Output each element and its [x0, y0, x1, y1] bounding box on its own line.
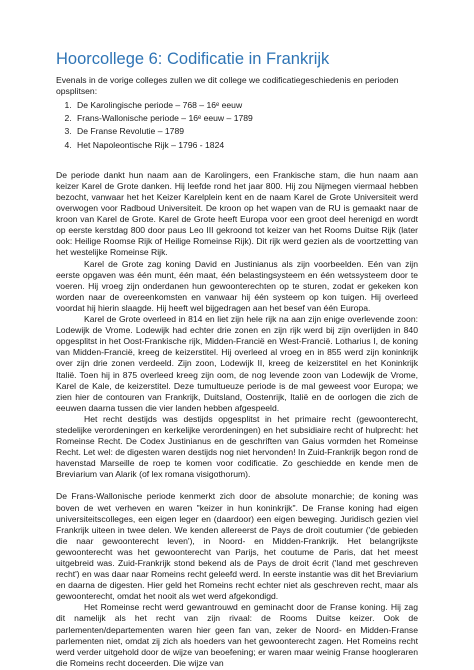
document-title: Hoorcollege 6: Codificatie in Frankrijk — [56, 50, 330, 68]
intro-text: Evenals in de vorige colleges zullen we dit college we codificatiegeschiedenis en perioden opsplitsen: — [56, 75, 399, 96]
paragraph-frans-wallonische: De Frans-Wallonische periode kenmerkt zich door de absolute monarchie; de koning was boven de wet verheven en waren "keizer in hun koninkrijk". De Franse koning had eigen universiteitscolleges, een eigen leger en (daardoor) een eigen beweging. Juridisch gezien viel Frankrijk uiteen in twee delen. We kenden allereerst de Pays de droit coutumier ('de gebieden die naar gewoonterecht leven'), in Noord- en Midden-Frankrijk. Het belangrijkste gewoonterecht was het gewoonterecht van Parijs, het coutume de Paris, dat het meest uitgebreid was. Zuid-Frankrijk stond bekend als de Pays de droit écrit ('land met geschreven recht') en was daar naar Romeins recht geleefd werd. In eerste instantie was dit het Breviarium en daarna de digesten. Hier geld het Romeins recht echter niet als geschreven recht, maar als gewoonterecht, omdat het nooit als wet werd afgekondigd. — [56, 491, 418, 602]
periods-list — [56, 99, 418, 152]
paragraph-karolingers: De periode dankt hun naam aan de Karolingers, een Frankische stam, die hun naam aan keizer Karel de Grote danken. Hij leefde rond het jaar 800. Hij zou Nijmegen viermaal hebben bezocht, vanwaar het het Keizer Karelplein kent en de naam Karel de Grote Universiteit werd overwogen voor Radboud Universiteit. De kroon op het wapen van de RU is gemaakt naar de kroon van Karel de Grote. Karel de Grote heeft Europa voor een groot deel herenigd en wordt op eerste kerstdag 800 door paus Leo III gekroond tot keizer van het Rooms Duitse Rijk (later ook: Heilige Roomse Rijk of Heilige Romeinse Rijk). Dit rijk werd gezien als de voortzetting van het westelijke Romeinse Rijk. — [56, 169, 418, 258]
list-item: 2. Frans-Wallonische periode – 16ᵉ eeuw – 1789 — [74, 112, 418, 125]
paragraph-opsplitsing: Karel de Grote overleed in 814 en liet zijn hele rijk na aan zijn enige overlevende zoon: Lodewijk de Vrome. Lodewijk had echter drie zonen en zijn rijk werd bij zijn overlijden in 840 opgesplitst in het Oost-Frankische rijk, Midden-Francië en West-Francië. Lotharius I, de koning van Midden-Francië, kreeg de keizerstitel. Hij overleed al vroeg en in 855 werd zijn koninkrijk over zijn drie zonen verdeeld. Zijn zoon, Lodewijk II, kreeg de keizerstitel en het Koninkrijk Italië. Toen hij in 875 overleed kreeg zijn oom, de nog levende zoon van Lodewijk de Vrome, Karel de Kale, de keizerstitel. Deze tumultueuze periode is de mal geweest voor Europa; we zien hier de contouren van Frankrijk, Duitsland, Oostenrijk, Italië en de oorlogen die zich de eeuwen daarna tussen die vier landen hebben afgespeeld. — [56, 314, 418, 413]
list-item: 3. De Franse Revolutie – 1789 — [74, 125, 418, 138]
paragraph-recht-destijds: Het recht destijds was destijds opgesplitst in het primaire recht (gewoonterecht, stedelijke verordeningen en kerkelijke verordeningen) en het subsidiaire recht of hulprecht: het Romeinse Recht. De Codex Justinianus en de geschriften van Gaius vormden het Romeinse Recht. Let wel: de digesten waren destijds nog niet hervonden! In Zuid-Frankrijk begon rond de havenstad Marseille de roep te komen voor codificatie. Zo geschiedde en kende men de Breviarium van Alarik (of lex romana visigothorum). — [56, 413, 418, 480]
paragraph-romeinse-recht: Het Romeinse recht werd gewantrouwd en geminacht door de Franse koning. Hij zag dit namelijk als het recht van zijn rivaal: de Rooms Duitse keizer. Ook de parlementen/departementen waren hier geen fan van, zeker de Noord- en Midden-Franse parlementen niet, omdat zij zich als hoeders van het gewoonterecht zagen. Het Romeins recht werd verder uitgehold door de wijze van beoefening; er waren maar weinig Franse hoogleraren die Romeins recht doceerden. Die wijze van — [56, 602, 418, 668]
list-item: 1. De Karolingische periode – 768 – 16ᵉ eeuw — [74, 99, 418, 112]
paragraph-karel-voorbeelden: Karel de Grote zag koning David en Justinianus als zijn voorbeelden. Eén van zijn eerste opgaven was één munt, één maat, één belastingsysteem en één wetssysteem door te voeren. Hij vroeg zijn onderdanen hun gewoonterechten op te sturen, zodat er gekeken kon worden naar de overeenkomsten en vanwaar hij één systeem op kon tuigen. Hij overleed voordat hij hierin slaagde. Hij heeft wel bijgedragen aan het besef van één Europa. — [56, 258, 418, 313]
list-item: 4. Het Napoleontische Rijk – 1796 - 1824 — [74, 139, 418, 152]
